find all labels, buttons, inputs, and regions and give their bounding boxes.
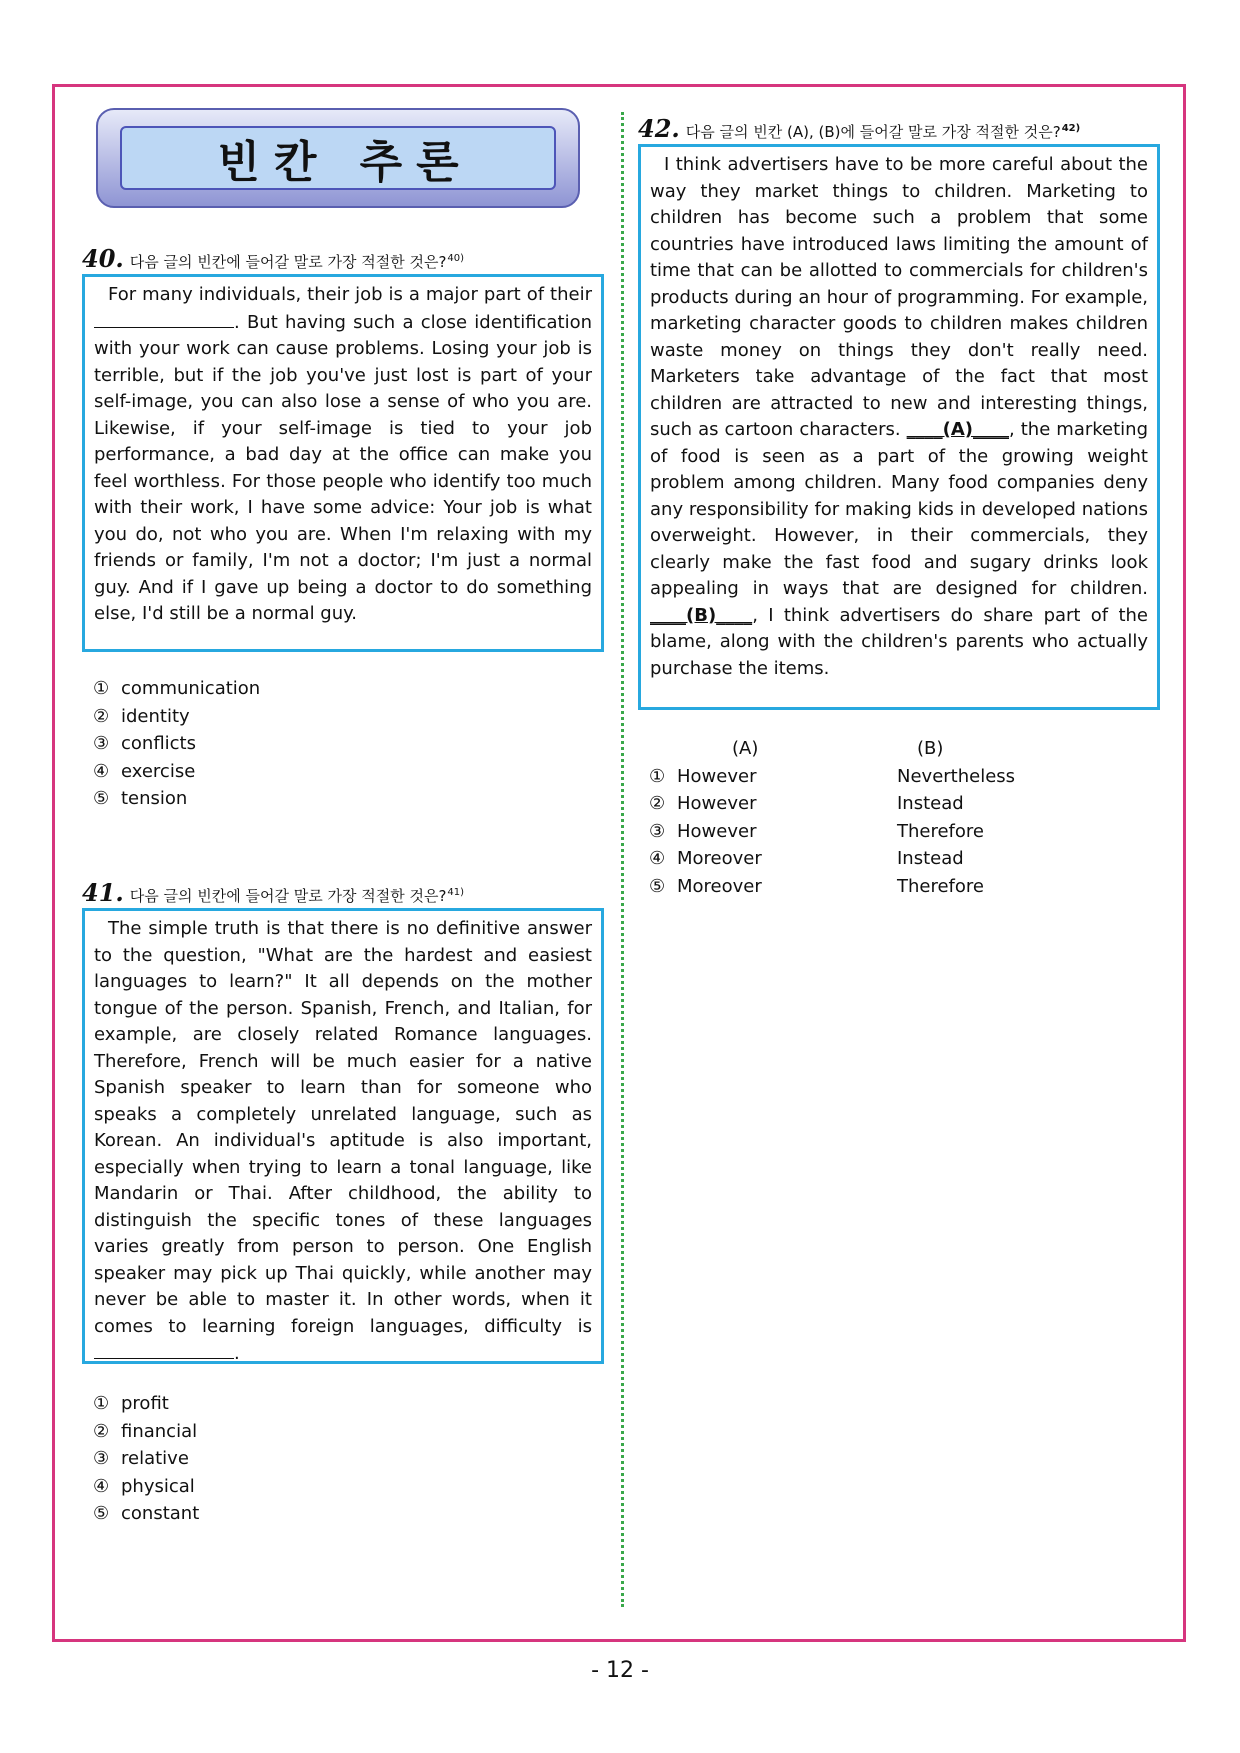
option-40-4[interactable]: ④ exercise bbox=[93, 760, 196, 782]
option-41-5[interactable]: ⑤ constant bbox=[93, 1503, 200, 1524]
question-40-passage bbox=[82, 274, 604, 652]
option-42-1[interactable]: ① However Nevertheless bbox=[649, 765, 1016, 787]
passage-42-blank-a: ____(A)____ bbox=[906, 419, 1010, 440]
passage-40-text-1: For many individuals, their job is a major part of their bbox=[108, 284, 592, 305]
question-41-header bbox=[82, 878, 464, 907]
page-number: - 12 - bbox=[591, 1658, 649, 1683]
section-title-banner bbox=[96, 108, 580, 208]
question-40-prompt: 다음 글의 빈칸에 들어갈 말로 가장 적절한 것은?$^{40)}$ bbox=[129, 253, 465, 271]
option-42-5[interactable]: ⑤ Moreover Therefore bbox=[649, 875, 984, 897]
option-41-1[interactable]: ① profit bbox=[93, 1393, 169, 1414]
option-41-3[interactable]: ③ relative bbox=[93, 1448, 189, 1469]
question-42-passage bbox=[638, 144, 1160, 710]
option-40-2[interactable]: ② identity bbox=[93, 705, 190, 727]
question-41-options bbox=[93, 1390, 199, 1528]
question-41-footnote: 41) bbox=[447, 887, 465, 898]
option-40-5[interactable]: ⑤ tension bbox=[93, 788, 188, 809]
question-42-options bbox=[649, 735, 1097, 900]
question-41-number: 41. bbox=[82, 878, 124, 907]
question-40-options bbox=[93, 675, 260, 813]
passage-41-text-end: . bbox=[234, 1343, 240, 1364]
question-40-header bbox=[82, 244, 464, 273]
passage-41-text-1: The simple truth is that there is no definitive answer to the question, "What are the hardest and easiest languages to learn?" It all depends on the mother tongue of the person. Spanish, French, and Italian, for example, are closely related Romance languages. Therefore, French will be much easier for a native Spanish speaker to learn than for someone who speaks a completely unrelated language, such as Korean. An individual's aptitude is also important, especially when trying to learn a tonal language, like Mandarin or Thai. After childhood, the ability to distinguish the specific tones of these languages varies greatly from person to person. One English speaker may pick up Thai quickly, while another may never be able to master it. In other words, when it comes to learning foreign languages, difficulty is bbox=[94, 918, 592, 1337]
option-40-1[interactable]: ① communication bbox=[93, 678, 261, 699]
question-41-prompt: 다음 글의 빈칸에 들어갈 말로 가장 적절한 것은?$^{41)}$ bbox=[129, 887, 465, 905]
option-42-2[interactable]: ② However Instead bbox=[649, 793, 964, 814]
section-title: 빈칸 추론 bbox=[217, 137, 473, 188]
passage-40-blank bbox=[94, 309, 234, 328]
column-b-label: (B) bbox=[917, 738, 944, 759]
passage-41-blank bbox=[94, 1340, 234, 1359]
option-41-4[interactable]: ④ physical bbox=[93, 1475, 195, 1497]
question-41-passage bbox=[82, 908, 604, 1364]
passage-42-text-2: , the marketing of food is seen as a part of the growing weight problem among children. Many food companies deny any responsibility for making kids in developed nations overweight. However, in their commercials, they clearly make the fast food and sugary drinks look appealing in ways that are designed for children. bbox=[650, 419, 1149, 599]
column-divider bbox=[621, 112, 624, 1607]
passage-40-text-2: . But having such a close identification with your work can cause problems. Losing your job is terrible, but if the job you've just lost is part of your self-image, you can also lose a sense of who you are. Likewise, if your self-image is tied to your job performance, a bad day at the office can make you feel worthless. For those people who identify too much with their work, I have some advice: Your job is what you do, not who you are. When I'm relaxing with my friends or family, I'm not a doctor; I'm just a normal guy. And if I gave up being a doctor to do something else, I'd still be a normal guy. bbox=[94, 311, 592, 624]
question-42-number: 42. bbox=[638, 114, 680, 143]
column-a-label: (A) bbox=[732, 738, 759, 759]
option-41-2[interactable]: ② financial bbox=[93, 1420, 198, 1442]
passage-42-blank-b: ____(B)____ bbox=[650, 604, 753, 626]
question-40-footnote: 40) bbox=[447, 253, 465, 264]
option-40-3[interactable]: ③ conflicts bbox=[93, 733, 196, 754]
question-42-prompt: 다음 글의 빈칸 (A), (B)에 들어갈 말로 가장 적절한 것은?$^{42)}$ bbox=[685, 123, 1081, 141]
section-title-inner bbox=[120, 126, 556, 190]
question-42-header bbox=[638, 114, 1080, 143]
option-42-3[interactable]: ③ However Therefore bbox=[649, 820, 984, 842]
option-42-header bbox=[649, 735, 1097, 763]
question-40-number: 40. bbox=[82, 244, 124, 273]
question-42-footnote: 42) bbox=[1061, 123, 1081, 134]
passage-42-text-1: I think advertisers have to be more careful about the way they market things to children. Marketing to children has become such a problem that some countries have introduced laws limiting the amount of time that can be allotted to commercials for children's products during an hour of programming. For example, marketing character goods to children makes children waste money on things they don't really need. Marketers take advantage of the fact that most children are attracted to new and interesting things, such as cartoon characters. bbox=[650, 154, 1148, 440]
passage-42-text-3: , I think advertisers do share part of the blame, along with the children's parents who actually purchase the items. bbox=[650, 604, 1148, 679]
option-42-4[interactable]: ④ Moreover Instead bbox=[649, 848, 964, 869]
